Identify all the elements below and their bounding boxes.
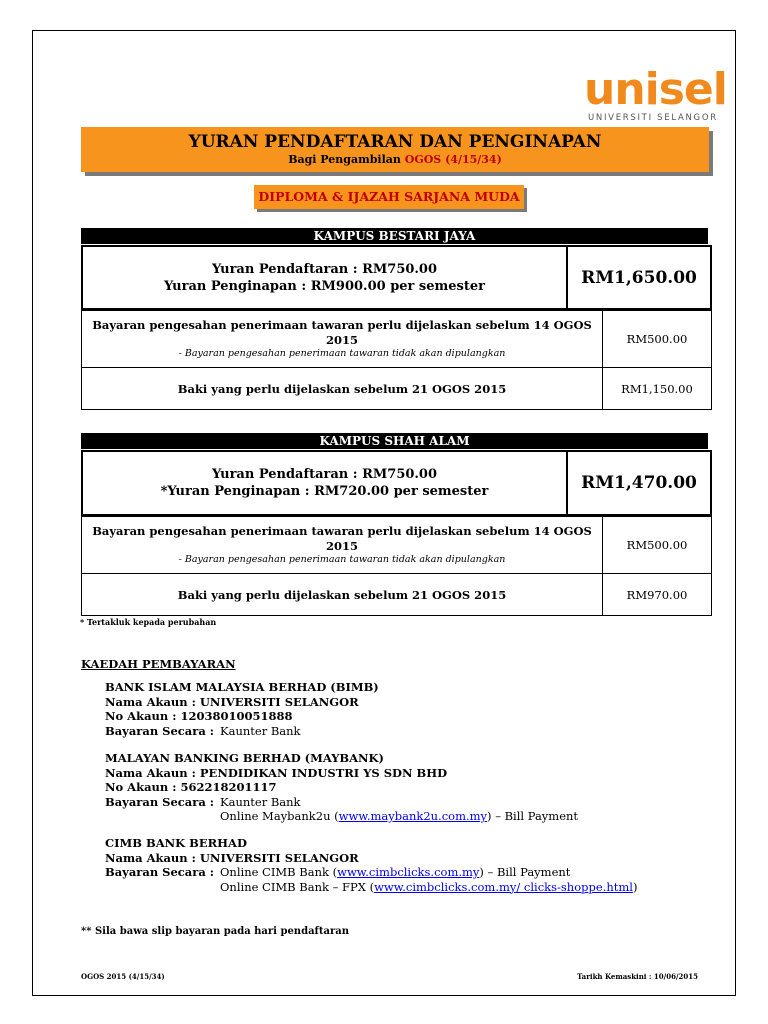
payment-methods-title: KAEDAH PEMBAYARAN <box>81 657 236 671</box>
bank-name: BANK ISLAM MALAYSIA BERHAD (BIMB) <box>105 680 379 694</box>
payment-method-label: Bayaran Secara : <box>105 723 215 738</box>
campus-header-bestari-jaya: KAMPUS BESTARI JAYA <box>81 228 708 244</box>
campus-header-shah-alam: KAMPUS SHAH ALAM <box>81 433 708 449</box>
confirmation-amount-cell <box>603 311 711 367</box>
logo-word: unisel <box>584 64 727 115</box>
account-name: Nama Akaun : UNIVERSITI SELANGOR <box>105 694 359 709</box>
balance-text-cell <box>82 574 603 616</box>
cimbclicks-link[interactable]: www.cimbclicks.com.my <box>337 865 480 879</box>
bank-cimb <box>105 836 637 894</box>
balance-row <box>82 368 711 410</box>
account-name: Nama Akaun : PENDIDIKAN INDUSTRI YS SDN BHD <box>105 765 448 780</box>
method-text: ) <box>632 879 638 894</box>
method-text: Online CIMB Bank ( <box>220 865 338 879</box>
fee-summary-bestari-jaya <box>81 245 712 310</box>
page-subtitle <box>81 152 709 167</box>
accommodation-fee: *Yuran Penginapan : RM720.00 per semester <box>160 484 489 499</box>
fee-total: RM1,650.00 <box>581 267 697 288</box>
balance-amount-cell <box>603 368 711 410</box>
balance-row <box>82 574 711 616</box>
fee-breakdown <box>83 452 568 514</box>
confirmation-text-cell <box>82 517 603 573</box>
confirmation-amount: RM500.00 <box>626 332 688 346</box>
registration-fee: Yuran Pendaftaran : RM750.00 <box>211 261 438 277</box>
bank-bimb <box>105 680 379 738</box>
payment-schedule-bestari-jaya <box>81 310 712 410</box>
confirmation-text-cell <box>82 311 603 367</box>
subject-to-change-note: * Tertakluk kepada perubahan <box>80 617 217 627</box>
account-number: No Akaun : 562218201117 <box>105 780 277 794</box>
confirmation-note: - Bayaran pengesahan penerimaan tawaran tidak akan dipulangkan <box>178 554 506 565</box>
title-banner <box>81 127 709 172</box>
fee-breakdown <box>83 247 568 308</box>
payment-method-fpx <box>105 880 637 895</box>
confirmation-note: - Bayaran pengesahan penerimaan tawaran tidak akan dipulangkan <box>178 348 506 359</box>
program-banner: DIPLOMA & IJAZAH SARJANA MUDA <box>254 185 524 209</box>
account-number: No Akaun : 12038010051888 <box>105 709 293 723</box>
bank-maybank <box>105 751 578 824</box>
payment-schedule-shah-alam <box>81 516 712 616</box>
clicks-shoppe-link[interactable]: www.cimbclicks.com.my/ clicks-shoppe.html <box>374 879 633 894</box>
balance-text: Baki yang perlu dijelaskan sebelum 21 OGOS 2015 <box>177 381 507 396</box>
payment-method: Kaunter Bank <box>220 794 301 809</box>
maybank2u-link[interactable]: www.maybank2u.com.my <box>338 809 488 823</box>
footer-left: OGOS 2015 (4/15/34) <box>81 972 165 981</box>
bank-name: MALAYAN BANKING BERHAD (MAYBANK) <box>105 751 384 765</box>
payment-method-row <box>105 795 578 810</box>
payment-method: Kaunter Bank <box>220 723 301 738</box>
balance-amount: RM1,150.00 <box>621 382 693 396</box>
confirmation-row <box>82 517 711 574</box>
footer-updated-date: Tarikh Kemaskini : 10/06/2015 <box>577 972 698 981</box>
balance-amount-cell <box>603 574 711 616</box>
confirmation-amount: RM500.00 <box>626 538 688 552</box>
payment-method-online <box>105 809 578 824</box>
fee-total-cell <box>568 452 710 514</box>
payment-method-row <box>105 724 379 739</box>
bank-name: CIMB BANK BERHAD <box>105 836 247 850</box>
bring-slip-reminder: ** Sila bawa slip bayaran pada hari pendaftaran <box>81 926 349 937</box>
logo-subtitle: UNIVERSITI SELANGOR <box>588 113 718 123</box>
payment-method-label: Bayaran Secara : <box>105 794 215 809</box>
method-text: Online CIMB Bank – FPX ( <box>220 879 375 894</box>
fee-total: RM1,470.00 <box>581 473 697 493</box>
registration-fee: Yuran Pendaftaran : RM750.00 <box>211 467 438 482</box>
page-title: YURAN PENDAFTARAN DAN PENGINAPAN <box>188 132 602 152</box>
accommodation-fee: Yuran Penginapan : RM900.00 per semester <box>164 278 485 294</box>
method-text: Online Maybank2u ( <box>220 809 339 823</box>
confirmation-text: Bayaran pengesahan penerimaan tawaran perlu dijelaskan sebelum 14 OGOS 2015 <box>92 524 592 553</box>
payment-method-label: Bayaran Secara : <box>105 865 215 879</box>
balance-text: Baki yang perlu dijelaskan sebelum 21 OGOS 2015 <box>177 587 507 602</box>
unisel-logo <box>584 64 727 126</box>
balance-text-cell <box>82 368 603 410</box>
confirmation-text: Bayaran pengesahan penerimaan tawaran perlu dijelaskan sebelum 14 OGOS 2015 <box>92 318 592 347</box>
account-name: Nama Akaun : UNIVERSITI SELANGOR <box>105 850 359 865</box>
confirmation-amount-cell <box>603 517 711 573</box>
subtitle-prefix: Bagi Pengambilan <box>288 153 405 166</box>
fee-summary-shah-alam <box>81 450 712 516</box>
confirmation-row <box>82 311 711 368</box>
balance-amount: RM970.00 <box>626 588 688 602</box>
fee-total-cell <box>568 247 710 308</box>
method-text: ) – Bill Payment <box>479 865 571 879</box>
intake-code: OGOS (4/15/34) <box>404 153 502 166</box>
payment-method-row <box>105 865 637 880</box>
method-text: ) – Bill Payment <box>487 809 579 823</box>
